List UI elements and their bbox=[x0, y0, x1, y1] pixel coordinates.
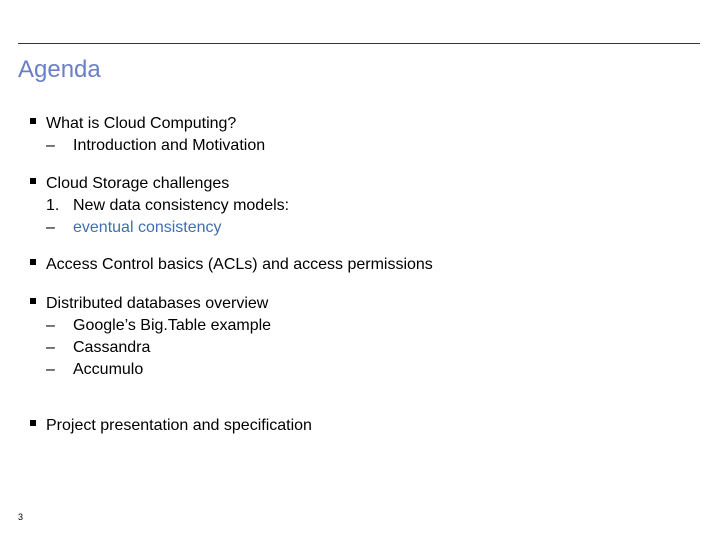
sub-item-marker: – bbox=[46, 339, 55, 356]
agenda-item-text: Distributed databases overview bbox=[46, 295, 269, 312]
square-bullet-icon bbox=[30, 259, 36, 265]
sub-item-text: New data consistency models: bbox=[73, 197, 290, 214]
sub-item-text: Cassandra bbox=[73, 339, 151, 356]
sub-item-marker: 1. bbox=[46, 197, 60, 214]
agenda-item-text: What is Cloud Computing? bbox=[46, 115, 237, 132]
slide-title: Agenda bbox=[18, 56, 101, 83]
square-bullet-icon bbox=[30, 298, 36, 304]
agenda-item-text: Project presentation and specification bbox=[46, 417, 312, 434]
square-bullet-icon bbox=[30, 178, 36, 184]
sub-item-text: Introduction and Motivation bbox=[73, 137, 266, 154]
sub-item-marker: – bbox=[46, 361, 55, 378]
sub-item-text: Accumulo bbox=[73, 361, 144, 378]
square-bullet-icon bbox=[30, 420, 36, 426]
top-divider bbox=[18, 43, 700, 44]
sub-item-text: Google’s Big.Table example bbox=[73, 317, 272, 334]
agenda-item-text: Access Control basics (ACLs) and access permissions bbox=[46, 256, 433, 273]
square-bullet-icon bbox=[30, 118, 36, 124]
sub-item-marker: – bbox=[46, 219, 55, 236]
sub-item-marker: – bbox=[46, 137, 55, 154]
sub-item-text-highlight: eventual consistency bbox=[73, 219, 222, 236]
agenda-item-text: Cloud Storage challenges bbox=[46, 175, 230, 192]
sub-item-marker: – bbox=[46, 317, 55, 334]
page-number: 3 bbox=[18, 512, 24, 522]
